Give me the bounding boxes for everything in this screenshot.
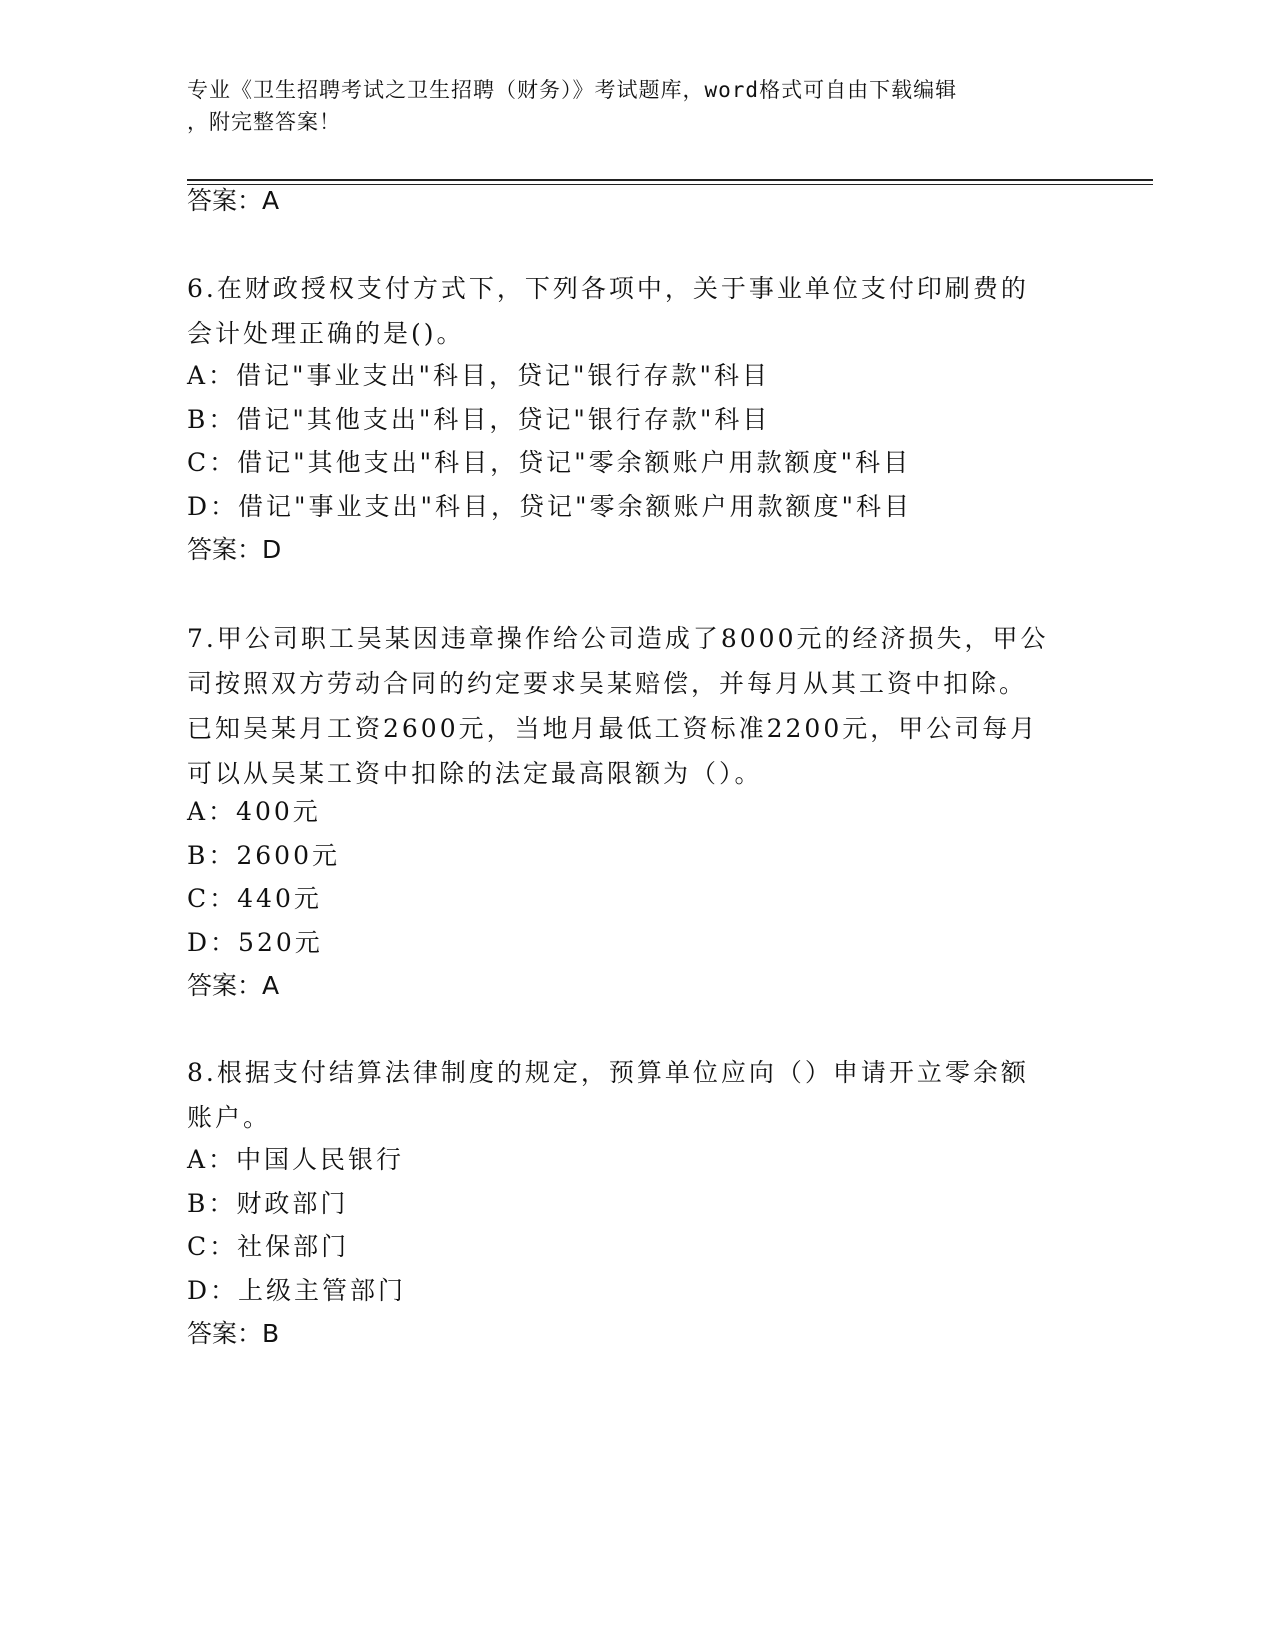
header-line-2: ，附完整答案！ <box>187 110 341 134</box>
question-8-line-2: 账户。 <box>187 1103 272 1132</box>
q7-option-d: D：520元 <box>187 928 323 957</box>
q7-answer: 答案：A <box>187 971 280 1000</box>
question-7 <box>187 616 1087 796</box>
q8-answer: 答案：B <box>187 1319 280 1348</box>
question-6-line-1: 6.在财政授权支付方式下，下列各项中，关于事业单位支付印刷费的 <box>187 274 1029 303</box>
q6-option-b: B：借记"其他支出"科目，贷记"银行存款"科目 <box>187 405 771 434</box>
header-line-1: 专业《卫生招聘考试之卫生招聘（财务）》考试题库，word格式可自由下载编辑 <box>187 78 958 102</box>
question-7-line-4: 可以从吴某工资中扣除的法定最高限额为（）。 <box>187 759 763 788</box>
question-7-line-1: 7.甲公司职工吴某因违章操作给公司造成了8000元的经济损失，甲公 <box>187 624 1049 653</box>
question-7-line-2: 司按照双方劳动合同的约定要求吴某赔偿，并每月从其工资中扣除。 <box>187 669 1028 698</box>
question-8-line-1: 8.根据支付结算法律制度的规定，预算单位应向（）申请开立零余额 <box>187 1058 1029 1087</box>
q6-option-a: A：借记"事业支出"科目，贷记"银行存款"科目 <box>187 361 771 390</box>
q8-option-b: B：财政部门 <box>187 1189 349 1218</box>
q6-option-c: C：借记"其他支出"科目，贷记"零余额账户用款额度"科目 <box>187 448 912 477</box>
q6-option-d: D：借记"事业支出"科目，贷记"零余额账户用款额度"科目 <box>187 492 913 521</box>
q8-option-a: A：中国人民银行 <box>187 1145 405 1174</box>
answer-prev: 答案：A <box>187 186 280 215</box>
question-6 <box>187 266 1087 356</box>
document-header <box>187 74 1087 138</box>
q8-option-d: D：上级主管部门 <box>187 1276 407 1305</box>
q7-option-c: C：440元 <box>187 884 322 913</box>
q8-option-c: C：社保部门 <box>187 1232 350 1261</box>
question-6-line-2: 会计处理正确的是()。 <box>187 319 465 348</box>
header-rule-thin <box>187 184 1153 185</box>
q7-option-a: A：400元 <box>187 797 321 826</box>
header-rule-thick <box>187 179 1153 181</box>
question-8 <box>187 1050 1087 1140</box>
question-7-line-3: 已知吴某月工资2600元，当地月最低工资标准2200元，甲公司每月 <box>187 714 1039 743</box>
q6-answer: 答案：D <box>187 535 282 564</box>
q7-option-b: B：2600元 <box>187 841 340 870</box>
